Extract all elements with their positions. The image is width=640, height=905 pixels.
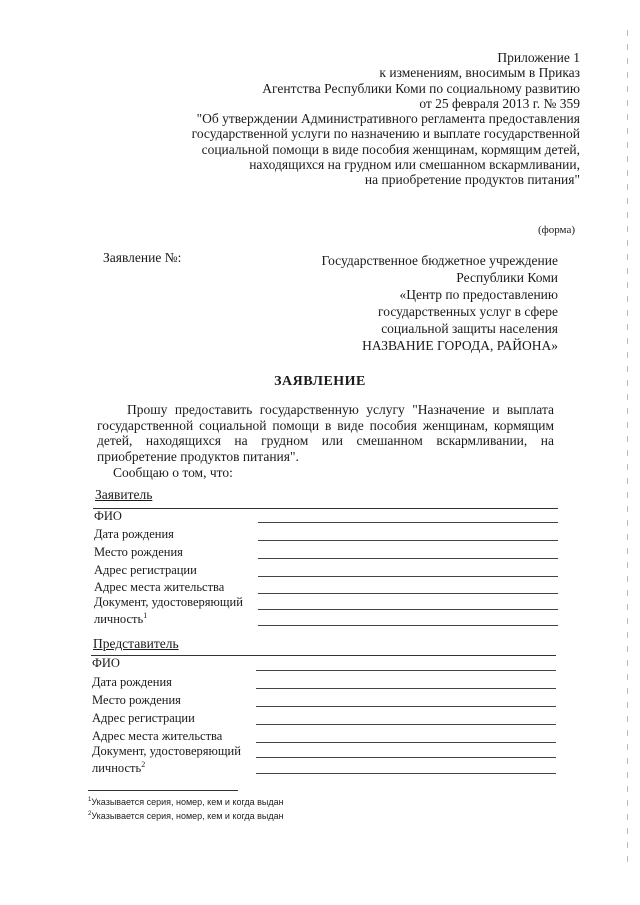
addressee-line: «Центр по предоставлению <box>399 287 558 302</box>
applicant-birth-place-label: Место рождения <box>94 545 183 559</box>
appendix-line: от 25 февраля 2013 г. № 359 <box>419 95 580 111</box>
applicant-id-doc-input-line-1[interactable] <box>258 609 558 610</box>
representative-birth-date-label: Дата рождения <box>92 675 172 689</box>
footnote-ref: 2 <box>141 760 146 769</box>
appendix-line: государственной услуги по назначению и выплате государственной <box>191 126 580 142</box>
footnote-2 <box>88 811 284 821</box>
representative-section-title: Представитель <box>93 636 179 651</box>
applicant-reg-address-label: Адрес регистрации <box>94 563 197 577</box>
footnote-1-mark: 1 <box>88 797 92 803</box>
applicant-birth-date-input-line[interactable] <box>258 540 558 541</box>
applicant-reg-address-input-line[interactable] <box>258 576 558 577</box>
appendix-line: Агентства Республики Коми по социальному развитию <box>262 80 580 96</box>
applicant-birth-place-input-line[interactable] <box>258 558 558 559</box>
addressee-line: социальной защиты населения <box>381 321 558 336</box>
appendix-line: Приложение 1 <box>497 50 580 65</box>
representative-id-doc-label <box>92 744 241 775</box>
addressee-line: НАЗВАНИЕ ГОРОДА, РАЙОНА» <box>362 338 558 353</box>
addressee-line: Государственное бюджетное учреждение <box>321 253 558 268</box>
representative-fio-label: ФИО <box>92 656 120 670</box>
document-title: ЗАЯВЛЕНИЕ <box>274 374 366 389</box>
footnote-1-text: Указывается серия, номер, кем и когда выдан <box>91 797 284 807</box>
request-text: Прошу предоставить государственную услугу "Назначение и выплата государственной социальной помощи в виде пособия женщинам, кормящим детей, находящихся на грудном или смешанном вскармливании, на приобретение продуктов питания". <box>97 402 554 464</box>
representative-reg-address-input-line[interactable] <box>256 724 556 725</box>
applicant-section-title: Заявитель <box>95 487 153 502</box>
representative-residence-label: Адрес места жительства <box>92 729 223 743</box>
addressee-line: Республики Коми <box>456 270 558 285</box>
footnote-2-text: Указывается серия, номер, кем и когда выдан <box>91 811 284 821</box>
applicant-residence-label: Адрес места жительства <box>94 580 225 594</box>
footnote-separator <box>88 790 238 791</box>
footnote-1 <box>88 797 284 807</box>
scan-edge-mark <box>627 30 628 870</box>
applicant-fio-input-line[interactable] <box>258 522 558 523</box>
form-note: (форма) <box>537 224 575 236</box>
applicant-birth-date-label: Дата рождения <box>94 527 174 541</box>
applicant-id-doc-input-line-2[interactable] <box>258 625 558 626</box>
request-paragraph <box>97 402 554 464</box>
applicant-residence-input-line[interactable] <box>258 593 558 594</box>
applicant-section-rule <box>93 508 558 509</box>
representative-reg-address-label: Адрес регистрации <box>92 711 195 725</box>
representative-id-doc-label-line2: личность <box>92 761 142 776</box>
representative-id-doc-input-line-1[interactable] <box>256 757 556 758</box>
appendix-line: на приобретение продуктов питания" <box>364 172 580 188</box>
representative-birth-place-label: Место рождения <box>92 693 181 707</box>
representative-section-rule <box>91 655 556 656</box>
representative-birth-place-input-line[interactable] <box>256 706 556 707</box>
representative-id-doc-input-line-2[interactable] <box>256 773 556 774</box>
footnote-2-mark: 2 <box>88 811 92 817</box>
applicant-id-doc-label-line2: личность <box>94 612 144 627</box>
representative-residence-input-line[interactable] <box>256 742 556 743</box>
representative-id-doc-label-line1: Документ, удостоверяющий <box>92 744 241 758</box>
appendix-line: социальной помощи в виде пособия женщинам, кормящим детей, <box>201 141 580 157</box>
statement-number-label: Заявление №: <box>103 250 182 265</box>
addressee-line: государственных услуг в сфере <box>378 304 558 319</box>
footnote-ref: 1 <box>143 611 148 620</box>
appendix-line: к изменениям, вносимым в Приказ <box>379 65 580 81</box>
appendix-header <box>100 50 580 188</box>
report-text: Сообщаю о том, что: <box>113 465 233 480</box>
representative-fio-input-line[interactable] <box>256 670 556 671</box>
applicant-id-doc-label <box>94 595 243 626</box>
representative-birth-date-input-line[interactable] <box>256 688 556 689</box>
applicant-id-doc-label-line1: Документ, удостоверяющий <box>94 595 243 609</box>
applicant-fio-label: ФИО <box>94 509 122 523</box>
appendix-line: "Об утверждении Административного регламента предоставления <box>196 111 580 127</box>
addressee-block <box>258 252 558 354</box>
appendix-line: находящихся на грудном или смешанном вскармливании, <box>249 157 580 173</box>
